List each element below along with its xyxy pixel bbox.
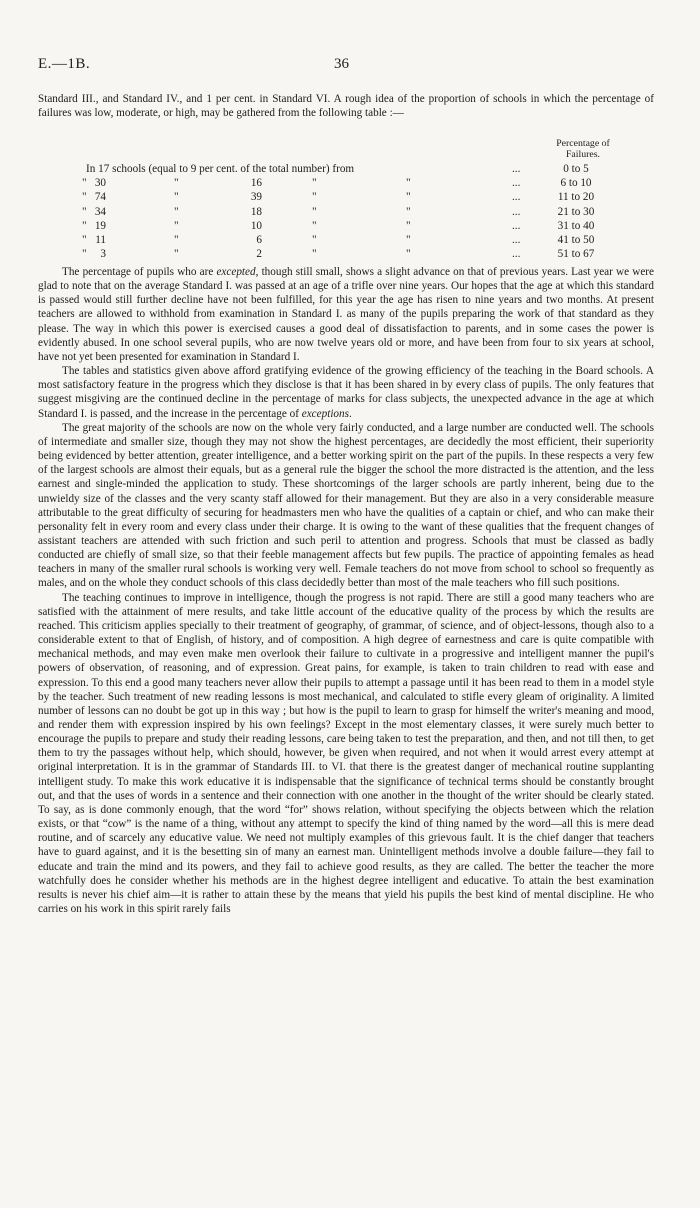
ditto-mark: "	[312, 248, 317, 261]
percent-of-total: 16	[250, 177, 262, 190]
row-leader-dots: ...	[512, 219, 521, 232]
page-number: 36	[334, 56, 349, 72]
row-leader-dots: ...	[512, 163, 521, 175]
paragraph-tables-statistics	[38, 364, 654, 421]
school-count: 34	[94, 205, 106, 218]
percent-of-total: 39	[250, 191, 262, 204]
row-range: 51 to 67	[557, 248, 595, 261]
row-range: 41 to 50	[557, 233, 595, 246]
ditto-mark: "	[312, 219, 317, 232]
row-range: 31 to 40	[557, 219, 595, 232]
row-range: 21 to 30	[557, 205, 595, 218]
ditto-mark: "	[174, 205, 179, 218]
ditto-mark: "	[82, 248, 87, 261]
ditto-mark: "	[406, 219, 411, 232]
table-row	[82, 162, 662, 176]
row-leader-dots: ...	[512, 248, 521, 261]
school-count: 11	[95, 233, 106, 246]
row-leader-dots: ...	[512, 191, 521, 204]
row-leader-dots: ...	[512, 205, 521, 218]
row-range: 0 to 5	[563, 163, 589, 175]
ditto-mark: "	[82, 233, 87, 246]
row-range: 6 to 10	[560, 177, 592, 190]
school-count: 19	[94, 219, 106, 232]
ditto-mark: "	[82, 219, 87, 232]
table-row	[82, 247, 662, 261]
ditto-mark: "	[174, 248, 179, 261]
ditto-mark: "	[312, 205, 317, 218]
ditto-mark: "	[174, 191, 179, 204]
ditto-mark: "	[174, 233, 179, 246]
italic-term: exceptions	[301, 407, 349, 420]
table-row	[82, 205, 662, 219]
paragraph-text: The tables and statistics given above afford gratifying evidence of the growing efficiency of the teaching in the Board schools. A most satisfactory feature in the progress which they disclose is that it has been shared in by every class of pupils. The only features that suggest misgiving are the continued decline in the percentage of marks for class subjects, the unexpected advance in the age at which Standard I. is passed, and the increase in the percentage of	[38, 365, 654, 420]
ditto-mark: "	[312, 191, 317, 204]
ditto-mark: "	[82, 205, 87, 218]
ditto-mark: "	[82, 177, 87, 190]
paragraph-text: , though still small, shows a slight advance on that of previous years. Last year we were glad to note that on the average Standard I. was passed at an age of a trifle over nine years. Our hopes that the age at which this standard is passed would still further decline have not been fulfilled, for this year the age has risen to nine years and two months. At present teachers are allowed to withhold from examination in Standard I. as many of the pupils preparing the work of that standard as they please. The way in which this power is exercised causes a good deal of dissatisfaction to parents, and in some cases the power is evidently abused. In one school several pupils, who are now twelve years old or more, and have been from four to six years at school, have not yet been presented for examination in Standard I.	[38, 266, 654, 363]
ditto-mark: "	[82, 191, 87, 204]
ditto-mark: "	[406, 177, 411, 190]
row-leader-dots: ...	[512, 233, 521, 246]
school-count: 74	[94, 191, 106, 204]
table-row	[82, 219, 662, 233]
ditto-mark: "	[174, 177, 179, 190]
ditto-mark: "	[174, 219, 179, 232]
body-text	[38, 265, 654, 916]
school-count: 3	[100, 248, 106, 261]
failures-table	[82, 162, 662, 261]
failures-column-header: Percentage of Failures.	[556, 138, 610, 160]
school-count: 30	[94, 177, 106, 190]
ditto-mark: "	[406, 191, 411, 204]
intro-text: Standard III., and Standard IV., and 1 per cent. in Standard VI. A rough idea of the proportion of schools in which the percentage of failures was low, moderate, or high, may be gathered from the following table :—	[38, 93, 654, 120]
intro-paragraph	[38, 92, 654, 120]
italic-term: excepted	[216, 266, 256, 278]
paragraph-school-management: The great majority of the schools are now on the whole very fairly conducted, and a large number are conducted well. The schools of intermediate and smaller size, though they may not show the highest percentages, are decidedly the most efficient, their superiority being evidenced by better attention, greater intelligence, and a better working spirit on the part of the pupils. In these respects a very few of the largest schools are almost their equals, but as a general rule the bigger the school the more distracted is the attention, and the less earnest and single-minded the application to study. These shortcomings of the larger schools are partly inherent, being due to the unwieldy size of the classes and the very scanty staff allowed for their management. But they are also in a very considerable measure attributable to the great difficulty of securing for headmasters men who have the qualities of a captain or chief, and who can make their personality felt in every room and every class under their charge. It is owing to the want of these qualities that the frequent changes of assistant teachers are attended with such friction and such peril to attention and progress. Schools that must be classed as badly conducted are chiefly of small size, so that their feeble management affects but few pupils. The practice of appointing females as head teachers in many of the smaller rural schools is working very well. Female teachers do not move from school to school so frequently as males, and on the whole they conduct schools of this class decidedly better than most of the male teachers who fill such positions.	[38, 421, 654, 590]
table-row	[82, 190, 662, 204]
ditto-mark: "	[406, 233, 411, 246]
percent-of-total: 2	[256, 248, 262, 261]
row-lead-text: In 17 schools (equal to 9 per cent. of the total number) from	[86, 163, 355, 175]
row-leader-dots: ...	[512, 177, 521, 190]
paragraph-text: The percentage of pupils who are	[62, 266, 217, 278]
page-header	[38, 56, 654, 76]
percent-of-total: 6	[256, 233, 262, 246]
paragraph-teaching-methods: The teaching continues to improve in intelligence, though the progress is not rapid. There are still a good many teachers who are satisfied with the attainment of mere results, and take little account of the educative quality of the process by which the results are reached. This criticism applies specially to their treatment of geography, of grammar, of science, and of object-lessons, though also to a considerable extent to that of English, of history, and of composition. A high degree of earnestness and care is quite compatible with mechanical methods, and may even make men overlook their failure to cultivate in a progressive and intelligent manner the pupil's powers of observation, of reasoning, and of expression. Great pains, for example, is taken to train children to read with ease and expression. To this end a good many teachers never allow their pupils to attempt a passage until it has been read to them in a model style by the teacher. Such treatment of new reading lessons is most mechanical, and calculated to stifle every gleam of originality. A limited number of lessons can no doubt be got up in this way ; but how is the pupil to learn to grasp for himself the writer's meaning and mood, and render them with expression inspired by his own feelings? Except in the most elementary classes, it were surely much better to encourage the pupils to prepare and study their reading lessons, care being taken to test the preparation, and then, and not till then, to get them to try the passages without help, which should, however, be given when required, and not when it would arrest every attempt at original interpretation. It is in the grammar of Standards III. to VI. that there is the greatest danger of mechanical routine supplanting intelligent study. To make this work educative it is indispensable that the significance of technical terms should be constantly brought out, and that the uses of words in a sentence and their connection with one another in the thought of the writer should be clearly stated. To say, as is done commonly enough, that the word “for” shows relation, without specifying the objects between which the relation exists, or that “cow” is the name of a thing, without any attempt to specify the kind of thing named by the word—all this is mere dead routine, and of scarcely any educative value. We need not multiply examples of this grievous fault. It is the chief danger that teachers have to guard against, and it is the besetting sin of many an earnest man. Unintelligent methods involve a double failure—they fail to educate and train the mind and its powers, and they fail to achieve good results, as they are called. The better the teacher the more watchfully does he consider whether his methods are in the highest degree intelligent and educative. To attain the best examination results is never his chief aim—it is rather to attain these by the means that yield his pupils the best kind of mental discipline. He who carries on his work in this spirit rarely fails	[38, 591, 654, 916]
table-row	[82, 233, 662, 247]
ditto-mark: "	[406, 205, 411, 218]
percent-of-total: 18	[250, 205, 262, 218]
row-range: 11 to 20	[557, 191, 595, 204]
document-reference: E.—1B.	[38, 56, 91, 72]
ditto-mark: "	[406, 248, 411, 261]
table-row	[82, 176, 662, 190]
paragraph-excepted	[38, 265, 654, 364]
ditto-mark: "	[312, 177, 317, 190]
paragraph-text: .	[348, 407, 352, 420]
percent-of-total: 10	[250, 219, 262, 232]
ditto-mark: "	[312, 233, 317, 246]
